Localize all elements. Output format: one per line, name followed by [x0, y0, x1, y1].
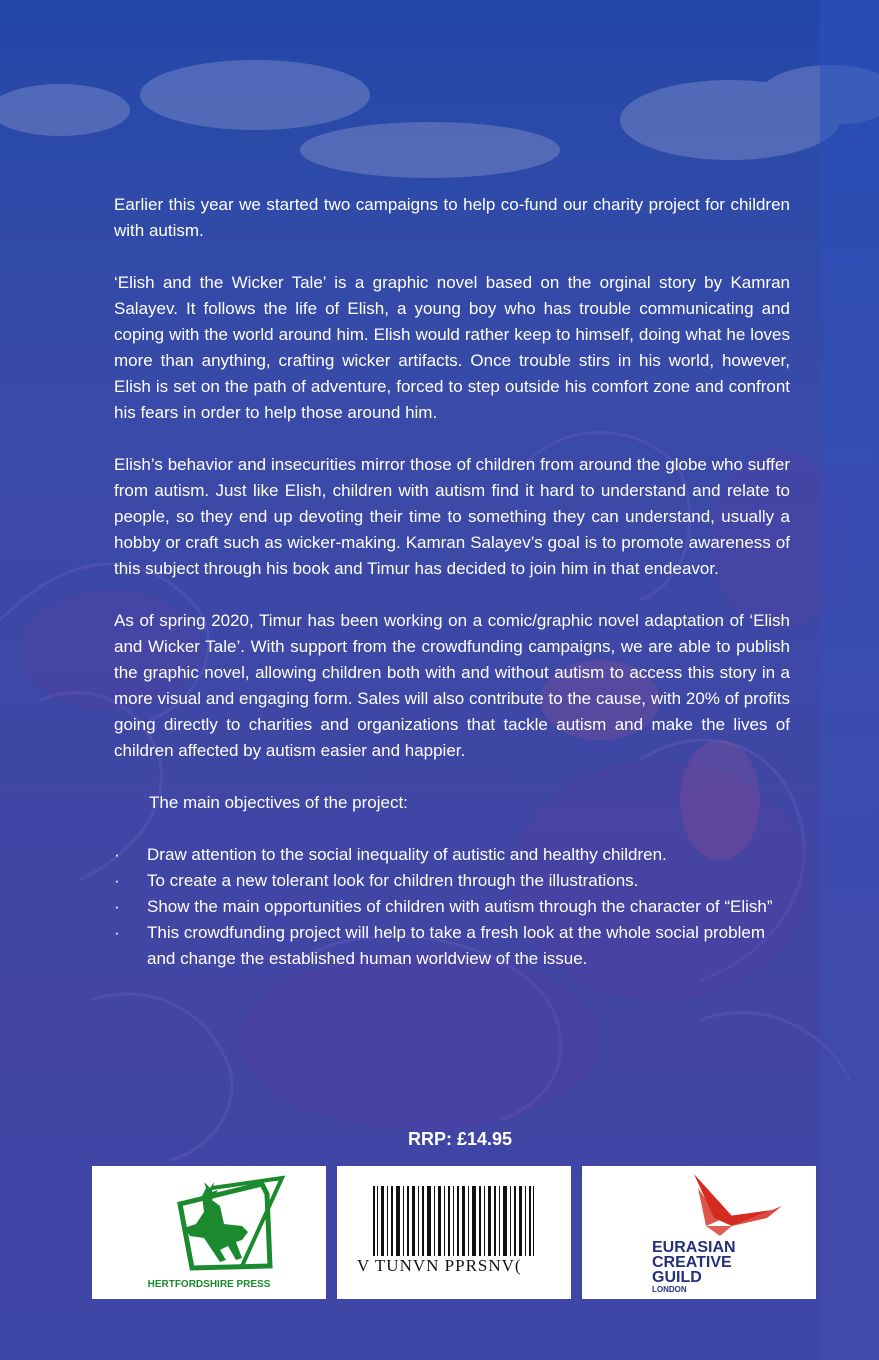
- objectives-title: The main objectives of the project:: [149, 793, 408, 812]
- list-item: [114, 920, 790, 972]
- publisher-name: HERTFORDSHIRE PRESS: [147, 1279, 271, 1290]
- guild-name: [652, 1240, 736, 1295]
- bullet: ·: [114, 897, 120, 916]
- bullet: ·: [114, 871, 120, 890]
- list-item-text: To create a new tolerant look for children through the illustrations.: [147, 871, 639, 890]
- guild-name-line: GUILD: [652, 1269, 702, 1286]
- list-item-text: This crowdfunding project will help to take a fresh look at the whole social problem and change the established human worldview of the issue.: [147, 923, 765, 968]
- list-item-text: Show the main opportunities of children with autism through the character of “Elish”: [147, 897, 773, 916]
- bullet: ·: [114, 845, 120, 864]
- objectives-list: [114, 842, 790, 972]
- list-item: [114, 894, 790, 920]
- list-item: [114, 842, 790, 868]
- paragraph: Elish’s behavior and insecurities mirror those of children from around the globe who suffer from autism. Just like Elish, children with autism find it hard to understand and relate to people, so they end up devoting their time to something they can understand, usually a hobby or craft such as wicker-making. Kamran Salayev’s goal is to promote awareness of this subject through his book and Timur has decided to join him in that endeavor.: [114, 455, 790, 578]
- origami-bird-icon: [582, 1166, 816, 1246]
- barcode: [337, 1166, 571, 1299]
- blurb: [114, 192, 790, 972]
- paragraph: As of spring 2020, Timur has been working on a comic/graphic novel adaptation of ‘Elish and Wicker Tale’. With support from the crowdfunding campaigns, we are able to publish the graphic novel, allowing children both with and without autism to access this story in a more visual and engaging form. Sales will also contribute to the cause, with 20% of profits going directly to charities and organizations that tackle autism and make the lives of children affected by autism easier and happier.: [114, 611, 790, 760]
- list-item-text: Draw attention to the social inequality of autistic and healthy children.: [147, 845, 667, 864]
- deer-flag-icon: [92, 1166, 326, 1276]
- guild-city: LONDON: [652, 1285, 687, 1294]
- guild-name-line: CREATIVE: [652, 1254, 732, 1271]
- paragraph: Earlier this year we started two campaigns to help co-fund our charity project for children with autism.: [114, 195, 790, 240]
- spine-edge: [820, 0, 879, 1360]
- barcode-bars: [337, 1166, 571, 1256]
- paragraph: ‘Elish and the Wicker Tale’ is a graphic novel based on the orginal story by Kamran Salayev. It follows the life of Elish, a young boy who has trouble communicating and coping with the world around him. Elish would rather keep to himself, doing what he loves more than anything, crafting wicker artifacts. Once trouble stirs in his world, however, Elish is set on the path of adventure, forced to step outside his comfort zone and confront his fears in order to help those around him.: [114, 273, 790, 422]
- bullet: ·: [114, 923, 120, 942]
- price-label: RRP: £14.95: [408, 1129, 513, 1149]
- list-item: [114, 868, 790, 894]
- barcode-text: V TUNVN PPRSNV(: [357, 1256, 522, 1275]
- publisher-logo: [92, 1166, 326, 1299]
- guild-name-line: EURASIAN: [652, 1239, 736, 1256]
- guild-logo: [582, 1166, 816, 1299]
